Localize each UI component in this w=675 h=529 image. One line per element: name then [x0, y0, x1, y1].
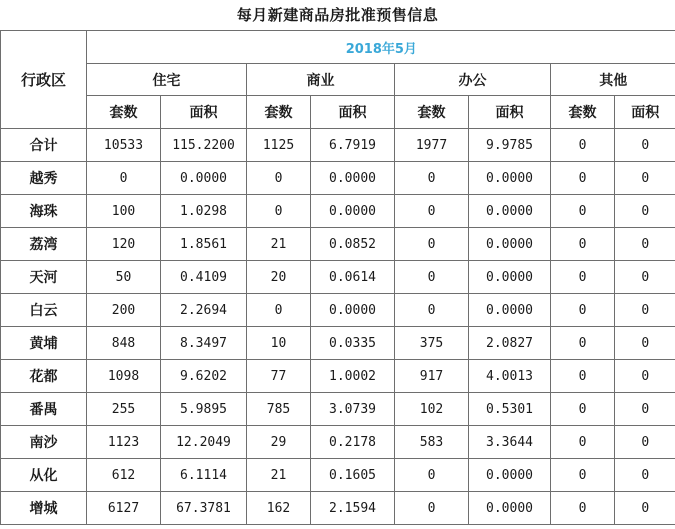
value-cell: 0: [247, 162, 311, 195]
value-cell: 0.0614: [311, 261, 395, 294]
district-cell: 海珠: [1, 195, 87, 228]
value-cell: 1.0002: [311, 360, 395, 393]
district-cell: 荔湾: [1, 228, 87, 261]
value-cell: 0.5301: [469, 393, 551, 426]
value-cell: 10533: [87, 129, 161, 162]
value-cell: 2.2694: [161, 294, 247, 327]
table-row: [1, 195, 675, 228]
value-cell: 612: [87, 459, 161, 492]
value-cell: 1.0298: [161, 195, 247, 228]
value-cell: 115.2200: [161, 129, 247, 162]
period-header: 2018年5月: [87, 31, 675, 64]
district-cell: 增城: [1, 492, 87, 525]
value-cell: 0: [551, 459, 615, 492]
district-cell: 花都: [1, 360, 87, 393]
value-cell: 0.0000: [311, 195, 395, 228]
value-cell: 21: [247, 459, 311, 492]
value-cell: 0: [551, 162, 615, 195]
value-cell: 375: [395, 327, 469, 360]
value-cell: 0: [395, 459, 469, 492]
value-cell: 848: [87, 327, 161, 360]
table-row: [1, 327, 675, 360]
value-cell: 1098: [87, 360, 161, 393]
value-cell: 2.1594: [311, 492, 395, 525]
value-cell: 0: [615, 360, 675, 393]
value-cell: 0: [615, 162, 675, 195]
value-cell: 0.2178: [311, 426, 395, 459]
value-cell: 100: [87, 195, 161, 228]
value-cell: 4.0013: [469, 360, 551, 393]
value-cell: 0: [395, 228, 469, 261]
value-cell: 0.0000: [469, 261, 551, 294]
value-cell: 9.9785: [469, 129, 551, 162]
sub-header-area: 面积: [311, 96, 395, 129]
value-cell: 8.3497: [161, 327, 247, 360]
value-cell: 0.0000: [469, 195, 551, 228]
value-cell: 1977: [395, 129, 469, 162]
value-cell: 0: [247, 195, 311, 228]
value-cell: 0: [551, 195, 615, 228]
value-cell: 6127: [87, 492, 161, 525]
value-cell: 0: [551, 492, 615, 525]
table-row: [1, 459, 675, 492]
value-cell: 0: [615, 426, 675, 459]
value-cell: 5.9895: [161, 393, 247, 426]
sub-header-units: 套数: [247, 96, 311, 129]
sub-header-units: 套数: [551, 96, 615, 129]
value-cell: 12.2049: [161, 426, 247, 459]
value-cell: 0: [551, 294, 615, 327]
value-cell: 0: [395, 294, 469, 327]
district-cell: 越秀: [1, 162, 87, 195]
value-cell: 102: [395, 393, 469, 426]
value-cell: 50: [87, 261, 161, 294]
value-cell: 0.0000: [469, 492, 551, 525]
value-cell: 0: [395, 195, 469, 228]
table-row: [1, 129, 675, 162]
value-cell: 0: [395, 261, 469, 294]
district-cell: 南沙: [1, 426, 87, 459]
value-cell: 0.0000: [469, 294, 551, 327]
district-cell: 合计: [1, 129, 87, 162]
value-cell: 77: [247, 360, 311, 393]
value-cell: 200: [87, 294, 161, 327]
value-cell: 583: [395, 426, 469, 459]
value-cell: 0: [551, 393, 615, 426]
value-cell: 0.0852: [311, 228, 395, 261]
value-cell: 0: [87, 162, 161, 195]
category-other: 其他: [551, 64, 675, 96]
value-cell: 0: [615, 228, 675, 261]
presale-table: [0, 30, 675, 525]
sub-header-units: 套数: [395, 96, 469, 129]
category-residential: 住宅: [87, 64, 247, 96]
sub-header-units: 套数: [87, 96, 161, 129]
table-row: [1, 426, 675, 459]
value-cell: 0: [615, 492, 675, 525]
value-cell: 20: [247, 261, 311, 294]
value-cell: 0: [615, 459, 675, 492]
value-cell: 0.0000: [161, 162, 247, 195]
district-cell: 从化: [1, 459, 87, 492]
table-row: [1, 162, 675, 195]
value-cell: 785: [247, 393, 311, 426]
value-cell: 10: [247, 327, 311, 360]
value-cell: 0: [615, 195, 675, 228]
value-cell: 1.8561: [161, 228, 247, 261]
table-row: [1, 393, 675, 426]
value-cell: 0: [395, 492, 469, 525]
value-cell: 0: [551, 228, 615, 261]
value-cell: 1123: [87, 426, 161, 459]
table-row: [1, 261, 675, 294]
value-cell: 0: [395, 162, 469, 195]
value-cell: 162: [247, 492, 311, 525]
value-cell: 0: [551, 426, 615, 459]
sub-header-area: 面积: [469, 96, 551, 129]
value-cell: 0.0000: [469, 162, 551, 195]
district-cell: 白云: [1, 294, 87, 327]
value-cell: 0: [551, 129, 615, 162]
district-header: 行政区: [1, 31, 87, 129]
value-cell: 0: [247, 294, 311, 327]
value-cell: 9.6202: [161, 360, 247, 393]
value-cell: 1125: [247, 129, 311, 162]
table-row: [1, 294, 675, 327]
district-cell: 黄埔: [1, 327, 87, 360]
page-title: 每月新建商品房批准预售信息: [236, 6, 439, 24]
value-cell: 0: [551, 261, 615, 294]
table-row: [1, 492, 675, 525]
value-cell: 917: [395, 360, 469, 393]
value-cell: 21: [247, 228, 311, 261]
value-cell: 0: [615, 393, 675, 426]
district-cell: 天河: [1, 261, 87, 294]
table-row: [1, 360, 675, 393]
value-cell: 3.3644: [469, 426, 551, 459]
value-cell: 0: [615, 294, 675, 327]
sub-header-area: 面积: [161, 96, 247, 129]
sub-header-area: 面积: [615, 96, 675, 129]
value-cell: 255: [87, 393, 161, 426]
category-commercial: 商业: [247, 64, 395, 96]
value-cell: 67.3781: [161, 492, 247, 525]
value-cell: 2.0827: [469, 327, 551, 360]
value-cell: 0.1605: [311, 459, 395, 492]
value-cell: 0.0000: [311, 162, 395, 195]
value-cell: 0.0000: [469, 459, 551, 492]
value-cell: 0: [615, 261, 675, 294]
value-cell: 3.0739: [311, 393, 395, 426]
value-cell: 0.0000: [469, 228, 551, 261]
value-cell: 0: [551, 360, 615, 393]
value-cell: 0: [551, 327, 615, 360]
category-office: 办公: [395, 64, 551, 96]
table-row: [1, 228, 675, 261]
value-cell: 0.0335: [311, 327, 395, 360]
value-cell: 29: [247, 426, 311, 459]
district-cell: 番禺: [1, 393, 87, 426]
value-cell: 120: [87, 228, 161, 261]
value-cell: 0.4109: [161, 261, 247, 294]
value-cell: 0.0000: [311, 294, 395, 327]
value-cell: 6.7919: [311, 129, 395, 162]
value-cell: 6.1114: [161, 459, 247, 492]
value-cell: 0: [615, 327, 675, 360]
value-cell: 0: [615, 129, 675, 162]
